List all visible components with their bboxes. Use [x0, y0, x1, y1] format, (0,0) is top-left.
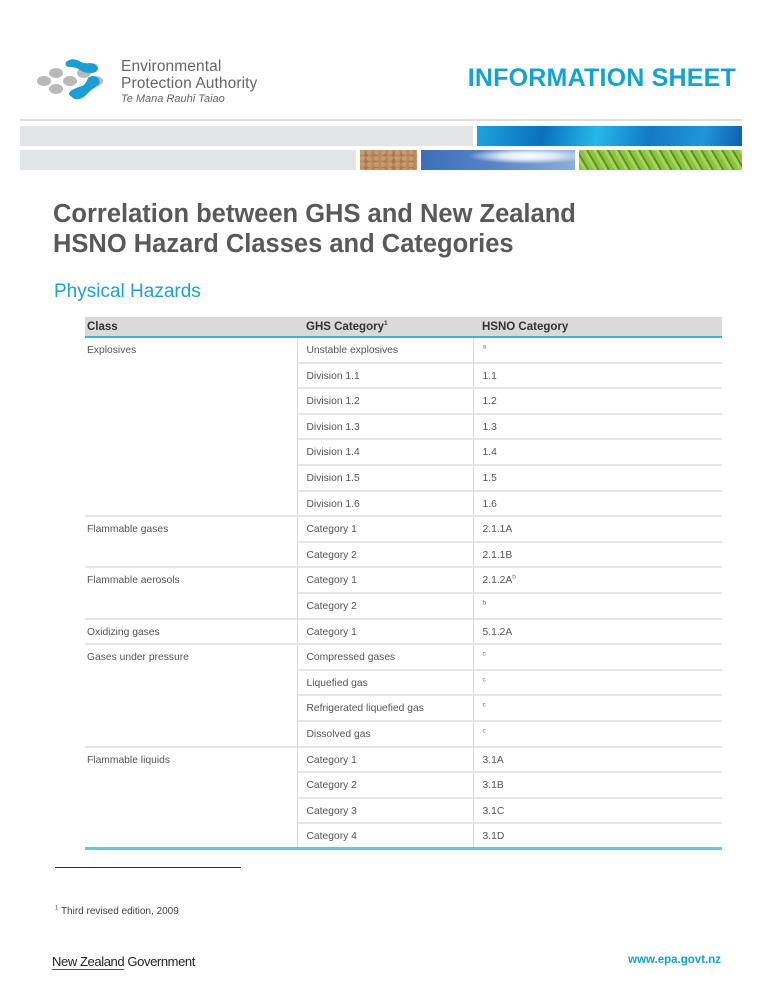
nz-government-logo-part2: Government: [127, 954, 195, 969]
document-title: [53, 199, 576, 259]
cell-class: [85, 542, 297, 568]
cell-hsno-value: 3.1D: [482, 831, 505, 843]
table-note-ref: c: [482, 676, 486, 684]
cell-hsno-category: [473, 721, 722, 747]
footnote-divider: [55, 867, 241, 868]
cell-hsno-category: [473, 644, 722, 670]
column-header-ghs: [297, 317, 473, 337]
cell-class: [85, 388, 297, 414]
org-name-line2: Protection Authority: [121, 75, 258, 92]
banner-sand-image: [360, 150, 417, 170]
cell-class: Explosives: [87, 345, 137, 356]
table-row: [85, 798, 722, 824]
table-body: [85, 337, 722, 849]
org-name: [121, 58, 257, 106]
table-row: [85, 363, 722, 389]
banner-water-image: [477, 126, 742, 146]
table-note-ref: b: [512, 573, 516, 581]
cell-hsno-category: [473, 388, 722, 414]
table-note-ref: c: [482, 727, 486, 735]
cell-hsno-value: 1.6: [482, 498, 497, 510]
cell-ghs-category: Category 1: [297, 619, 473, 645]
table-note-ref: c: [482, 701, 486, 709]
org-name-maori: Te Mana Rauhī Taiao: [121, 93, 225, 105]
org-name-line1: Environmental: [121, 58, 222, 75]
banner-fern-image: [579, 150, 742, 170]
cell-ghs-category: Category 2: [297, 772, 473, 798]
table-row: [85, 388, 722, 414]
epa-logo-icon: [36, 57, 116, 103]
cell-hsno-category: [473, 670, 722, 696]
cell-class: [85, 695, 297, 721]
banner-divider: [20, 119, 742, 121]
cell-class: [85, 721, 297, 747]
cell-ghs-category: Division 1.6: [297, 491, 473, 517]
table-row: [85, 516, 722, 542]
column-header-hsno: [473, 317, 722, 337]
table-row: [85, 593, 722, 619]
cell-class: [85, 465, 297, 491]
cell-class: [85, 772, 297, 798]
cell-hsno-value: 2.1.1B: [482, 549, 513, 561]
cell-hsno-category: [473, 823, 722, 849]
table-row: [85, 721, 722, 747]
column-header-hsno-label: HSNO Category: [482, 320, 569, 333]
sheet-type-heading: INFORMATION SHEET: [467, 64, 736, 92]
table-row: [85, 465, 722, 491]
cell-class: [85, 414, 297, 440]
cell-class: Flammable aerosols: [85, 567, 297, 593]
cell-ghs-category: Category 1: [297, 747, 473, 773]
cell-hsno-category: [473, 439, 722, 465]
nz-government-logo: [52, 954, 195, 969]
banner-sky-image: [421, 150, 575, 170]
column-header-class-label: Class: [87, 320, 118, 333]
cell-class: [85, 823, 297, 849]
cell-hsno-category: [473, 567, 722, 593]
nz-government-logo-part1: New Zealand: [52, 954, 125, 969]
cell-hsno-category: [473, 516, 722, 542]
cell-hsno-value: 1.5: [482, 472, 497, 484]
cell-class: [85, 798, 297, 824]
footnote-ref: 1: [383, 319, 388, 327]
cell-class: Flammable liquids: [85, 747, 297, 773]
cell-hsno-value: 3.1B: [482, 780, 504, 792]
cell-hsno-category: [473, 465, 722, 491]
banner-grey-bar-bottom: [20, 150, 356, 170]
cell-hsno-value: 3.1C: [482, 805, 505, 817]
footnote: [55, 906, 179, 917]
cell-hsno-category: [473, 772, 722, 798]
cell-hsno-value: 1.3: [482, 421, 497, 433]
cell-ghs-category: Category 4: [297, 823, 473, 849]
table-header-row: [85, 317, 722, 337]
cell-hsno-value: 2.1.1A: [482, 524, 513, 536]
cell-hsno-category: [473, 491, 722, 517]
table-row: [85, 772, 722, 798]
section-title: Physical Hazards: [54, 281, 201, 302]
cell-class: Oxidizing gases: [85, 619, 297, 645]
cell-ghs-category: Division 1.5: [297, 465, 473, 491]
cell-ghs-category: Category 3: [297, 798, 473, 824]
table-row: [85, 823, 722, 849]
cell-hsno-category: [473, 619, 722, 645]
cell-hsno-value: 2.1.2A: [482, 575, 513, 587]
cell-hsno-category: [473, 542, 722, 568]
footnote-text: Third revised edition, 2009: [60, 906, 179, 917]
document-title-line1: Correlation between GHS and New Zealand: [53, 200, 576, 228]
column-header-class: [85, 317, 297, 337]
cell-hsno-category: [473, 747, 722, 773]
cell-ghs-category: Division 1.2: [297, 388, 473, 414]
cell-class: [85, 491, 297, 517]
table-row: [85, 542, 722, 568]
cell-ghs-category: Category 2: [297, 542, 473, 568]
cell-class: Gases under pressure: [85, 644, 297, 670]
cell-ghs-category: Division 1.1: [297, 363, 473, 389]
table-row: [85, 439, 722, 465]
document-title-line2: HSNO Hazard Classes and Categories: [53, 230, 514, 258]
cell-ghs-category: Unstable explosives: [297, 337, 473, 363]
cell-hsno-value: 1.1: [482, 370, 497, 382]
table-row: [85, 491, 722, 517]
cell-ghs-category: Liquefied gas: [297, 670, 473, 696]
table-row: [85, 337, 722, 363]
table-note-ref: a: [482, 343, 487, 351]
cell-hsno-value: 5.1.2A: [482, 626, 513, 638]
table-row: [85, 619, 722, 645]
table-row: [85, 567, 722, 593]
table-note-ref: c: [482, 650, 486, 658]
table-note-ref: b: [482, 599, 487, 607]
cell-hsno-value: 1.2: [482, 396, 497, 408]
table-row: [85, 670, 722, 696]
table-row: [85, 644, 722, 670]
cell-class: Flammable gases: [85, 516, 297, 542]
table-row: [85, 695, 722, 721]
hazard-correlation-table: [85, 317, 722, 850]
cell-hsno-category: [473, 593, 722, 619]
cell-hsno-category: [473, 337, 722, 363]
cell-class: [85, 439, 297, 465]
cell-ghs-category: Compressed gases: [297, 644, 473, 670]
cell-hsno-category: [473, 363, 722, 389]
cell-class: [85, 670, 297, 696]
cell-ghs-category: Category 1: [297, 567, 473, 593]
cell-class: [85, 593, 297, 619]
cell-ghs-category: Division 1.4: [297, 439, 473, 465]
cell-hsno-category: [473, 798, 722, 824]
website-link[interactable]: www.epa.govt.nz: [628, 954, 721, 966]
table-row: [85, 747, 722, 773]
cell-hsno-category: [473, 414, 722, 440]
cell-hsno-category: [473, 695, 722, 721]
cell-ghs-category: Category 2: [297, 593, 473, 619]
cell-ghs-category: Division 1.3: [297, 414, 473, 440]
footnote-mark: 1: [55, 905, 59, 912]
cell-hsno-value: 1.4: [482, 447, 497, 459]
cell-ghs-category: Refrigerated liquefied gas: [297, 695, 473, 721]
banner-grey-bar-top: [20, 126, 473, 146]
cell-ghs-category: Dissolved gas: [297, 721, 473, 747]
table-row: [85, 414, 722, 440]
cell-class: [85, 363, 297, 389]
cell-ghs-category: Category 1: [297, 516, 473, 542]
column-header-ghs-label: GHS Category: [306, 320, 384, 333]
cell-hsno-value: 3.1A: [482, 754, 504, 766]
